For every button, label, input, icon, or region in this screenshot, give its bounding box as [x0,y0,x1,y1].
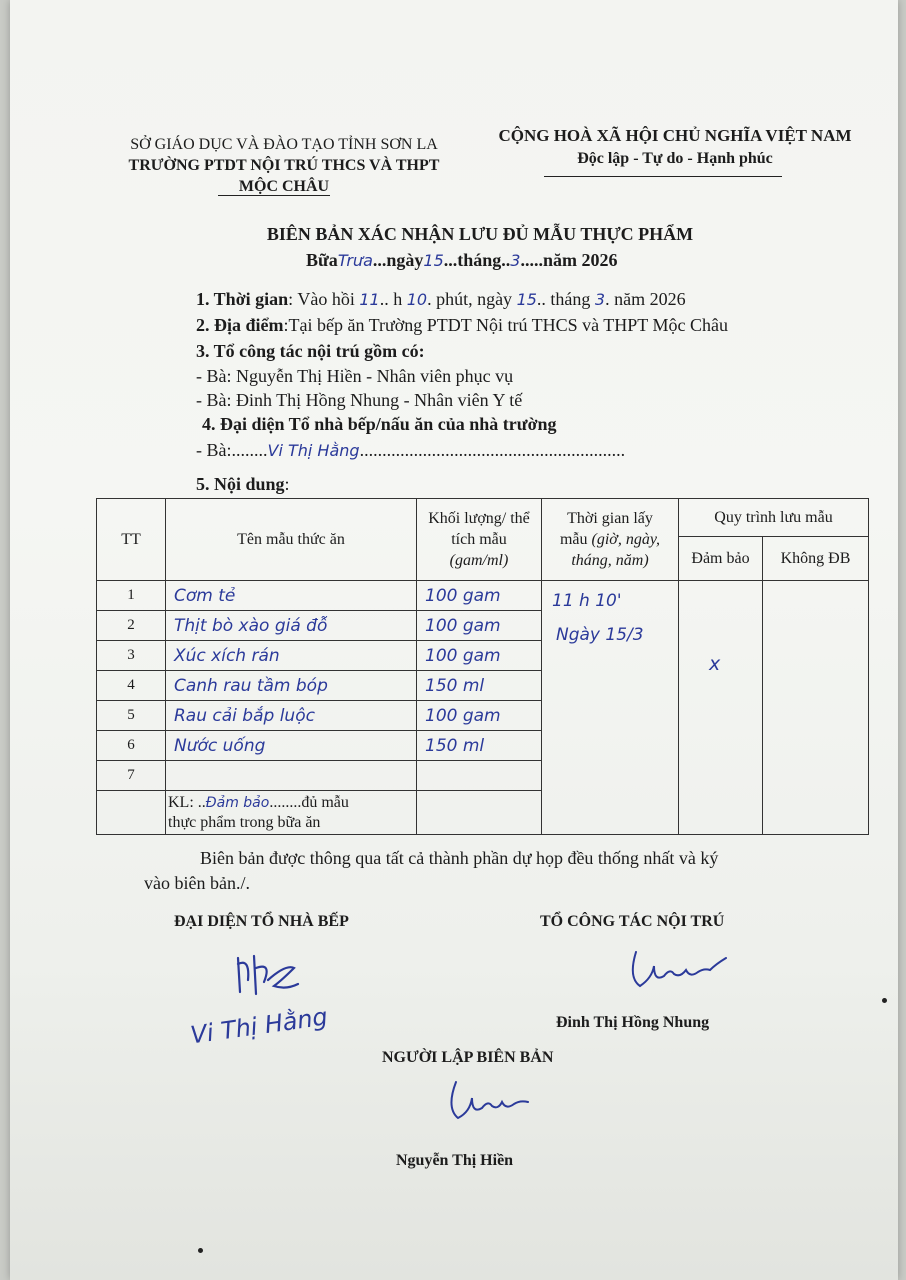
conclusion-line2: thực phẩm trong bữa ăn [168,813,321,831]
header-weight [417,499,542,581]
header-school-location: MỘC CHÂU [238,178,330,195]
section-content [196,474,290,495]
row-amount: 100 gam [417,641,542,671]
header-food-name: Tên mẫu thức ăn [166,499,417,581]
row-food-name: Rau cải bắp luộc [166,701,417,731]
section-team-member-1: - Bà: Nguyễn Thị Hiền - Nhân viên phục vụ [196,366,514,386]
section-time [196,289,686,310]
document-page [10,0,898,1280]
kitchen-sign-name: Vi Thị Hằng [188,1002,330,1050]
author-sign-title: NGƯỜI LẬP BIÊN BẢN [382,1049,554,1066]
row-tt: 1 [97,581,166,611]
row-amount: 100 gam [417,581,542,611]
header-department: SỞ GIÁO DỤC VÀ ĐÀO TẠO TỈNH SƠN LA [130,136,438,153]
section-time-text-b: .. h [379,289,403,309]
subtitle-month: 3 [510,251,521,270]
section-content-label: 5. Nội dung [196,474,285,494]
ok-cell [679,581,763,835]
section-team-member-2: - Bà: Đinh Thị Hồng Nhung - Nhân viên Y tế [196,390,523,410]
section-time-label: 1. Thời gian [196,289,289,309]
time-value-hour: 11 h 10' [552,591,622,611]
header-right-underline [544,176,782,177]
header-left [106,134,462,197]
row-food-name: Nước uống [166,731,417,761]
header-country: CỘNG HOÀ XÃ HỘI CHỦ NGHĨA VIỆT NAM [498,126,852,145]
conclusion-empty-amount [417,791,542,835]
board-sign-name: Đinh Thị Hồng Nhung [556,1014,710,1031]
ok-mark: x [709,653,721,675]
row-amount [417,761,542,791]
header-time [542,499,679,581]
section-kitchen-prefix: - Bà:........ [196,440,268,460]
header-ok: Đảm bảo [679,537,763,581]
not-ok-cell [763,581,869,835]
row-amount: 100 gam [417,701,542,731]
time-cell [542,581,679,835]
page-speck [882,998,887,1003]
section-location-text: :Tại bếp ăn Trường PTDT Nội trú THCS và THPT Mộc Châu [283,315,728,335]
header-school: TRƯỜNG PTDT NỘI TRÚ THCS VÀ THPT [128,157,440,174]
section-time-day: 15 [516,290,537,309]
conclusion-value: Đảm bảo [205,794,270,811]
row-tt: 2 [97,611,166,641]
conclusion-empty-tt [97,791,166,835]
author-signature-mark [444,1078,544,1124]
section-time-month: 3 [594,290,606,309]
section-team-label: 3. Tổ công tác nội trú gồm có: [196,341,425,361]
header-tt: TT [97,499,166,581]
document-subtitle [306,250,617,271]
header-motto: Độc lập - Tự do - Hạnh phúc [577,150,773,167]
closing-line-1: Biên bản được thông qua tất cả thành phần dự họp đều thống nhất và ký [200,848,719,868]
header-right [488,124,862,170]
header-process: Quy trình lưu mẫu [679,499,869,537]
row-food-name: Canh rau tầm bóp [166,671,417,701]
section-kitchen-label: 4. Đại diện Tổ nhà bếp/nấu ăn của nhà trường [202,414,557,434]
sample-table [96,498,869,835]
row-amount: 150 ml [417,731,542,761]
row-food-name [166,761,417,791]
subtitle-day-label: ...ngày [372,250,424,270]
subtitle-year: .....năm 2026 [520,250,618,270]
row-tt: 3 [97,641,166,671]
author-sign-name: Nguyễn Thị Hiền [396,1152,514,1169]
row-food-name: Thịt bò xào giá đỗ [166,611,417,641]
section-location-label: 2. Địa điểm [196,315,284,335]
header-time-line2a: mẫu [559,531,592,548]
row-amount: 100 gam [417,611,542,641]
section-time-hour: 11 [359,290,380,309]
subtitle-meal: Trưa [337,251,373,270]
section-time-text-e: . năm 2026 [605,289,686,309]
section-location [196,315,728,336]
kitchen-sign-title: ĐẠI DIỆN TỔ NHÀ BẾP [174,913,349,930]
header-time-line2b: (giờ, ngày, [591,531,661,548]
closing-line-2: vào biên bản./. [144,873,250,893]
header-time-line3: tháng, năm) [571,552,649,569]
row-tt: 7 [97,761,166,791]
kitchen-signature-mark [228,950,308,1000]
section-kitchen-name: Vi Thị Hằng [267,441,360,460]
row-tt: 6 [97,731,166,761]
page-speck [198,1248,203,1253]
time-value-date: Ngày 15/3 [556,625,644,645]
section-kitchen-member [196,440,625,461]
header-time-line1: Thời gian lấy [567,510,653,527]
header-left-underline [218,195,330,196]
subtitle-meal-label: Bữa [306,250,338,270]
row-tt: 5 [97,701,166,731]
section-time-text-a: : Vào hồi [288,289,355,309]
header-weight-line3: (gam/ml) [449,552,509,569]
section-content-colon: : [284,474,290,494]
row-amount: 150 ml [417,671,542,701]
row-food-name: Xúc xích rán [166,641,417,671]
conclusion-suffix: ........đủ mẫu [269,793,349,811]
header-not-ok: Không ĐB [763,537,869,581]
row-food-name: Cơm tẻ [166,581,417,611]
document-title: BIÊN BẢN XÁC NHẬN LƯU ĐỦ MẪU THỰC PHẨM [266,224,694,244]
conclusion-cell [166,791,417,835]
header-weight-line2: tích mẫu [451,531,507,548]
board-signature-mark [624,948,734,994]
table-row [97,581,869,611]
board-sign-title: TỔ CÔNG TÁC NỘI TRÚ [540,913,725,930]
subtitle-month-label: ...tháng.. [443,250,511,270]
section-time-minute: 10 [406,290,428,309]
row-tt: 4 [97,671,166,701]
section-time-text-d: .. tháng [536,289,591,309]
header-weight-line1: Khối lượng/ thể [428,510,530,527]
subtitle-day: 15 [423,251,444,270]
conclusion-prefix: KL: .. [168,793,206,811]
table-header-row-1 [97,499,869,537]
section-time-text-c: . phút, ngày [427,289,513,309]
section-kitchen-suffix: ........................................................... [359,440,626,460]
